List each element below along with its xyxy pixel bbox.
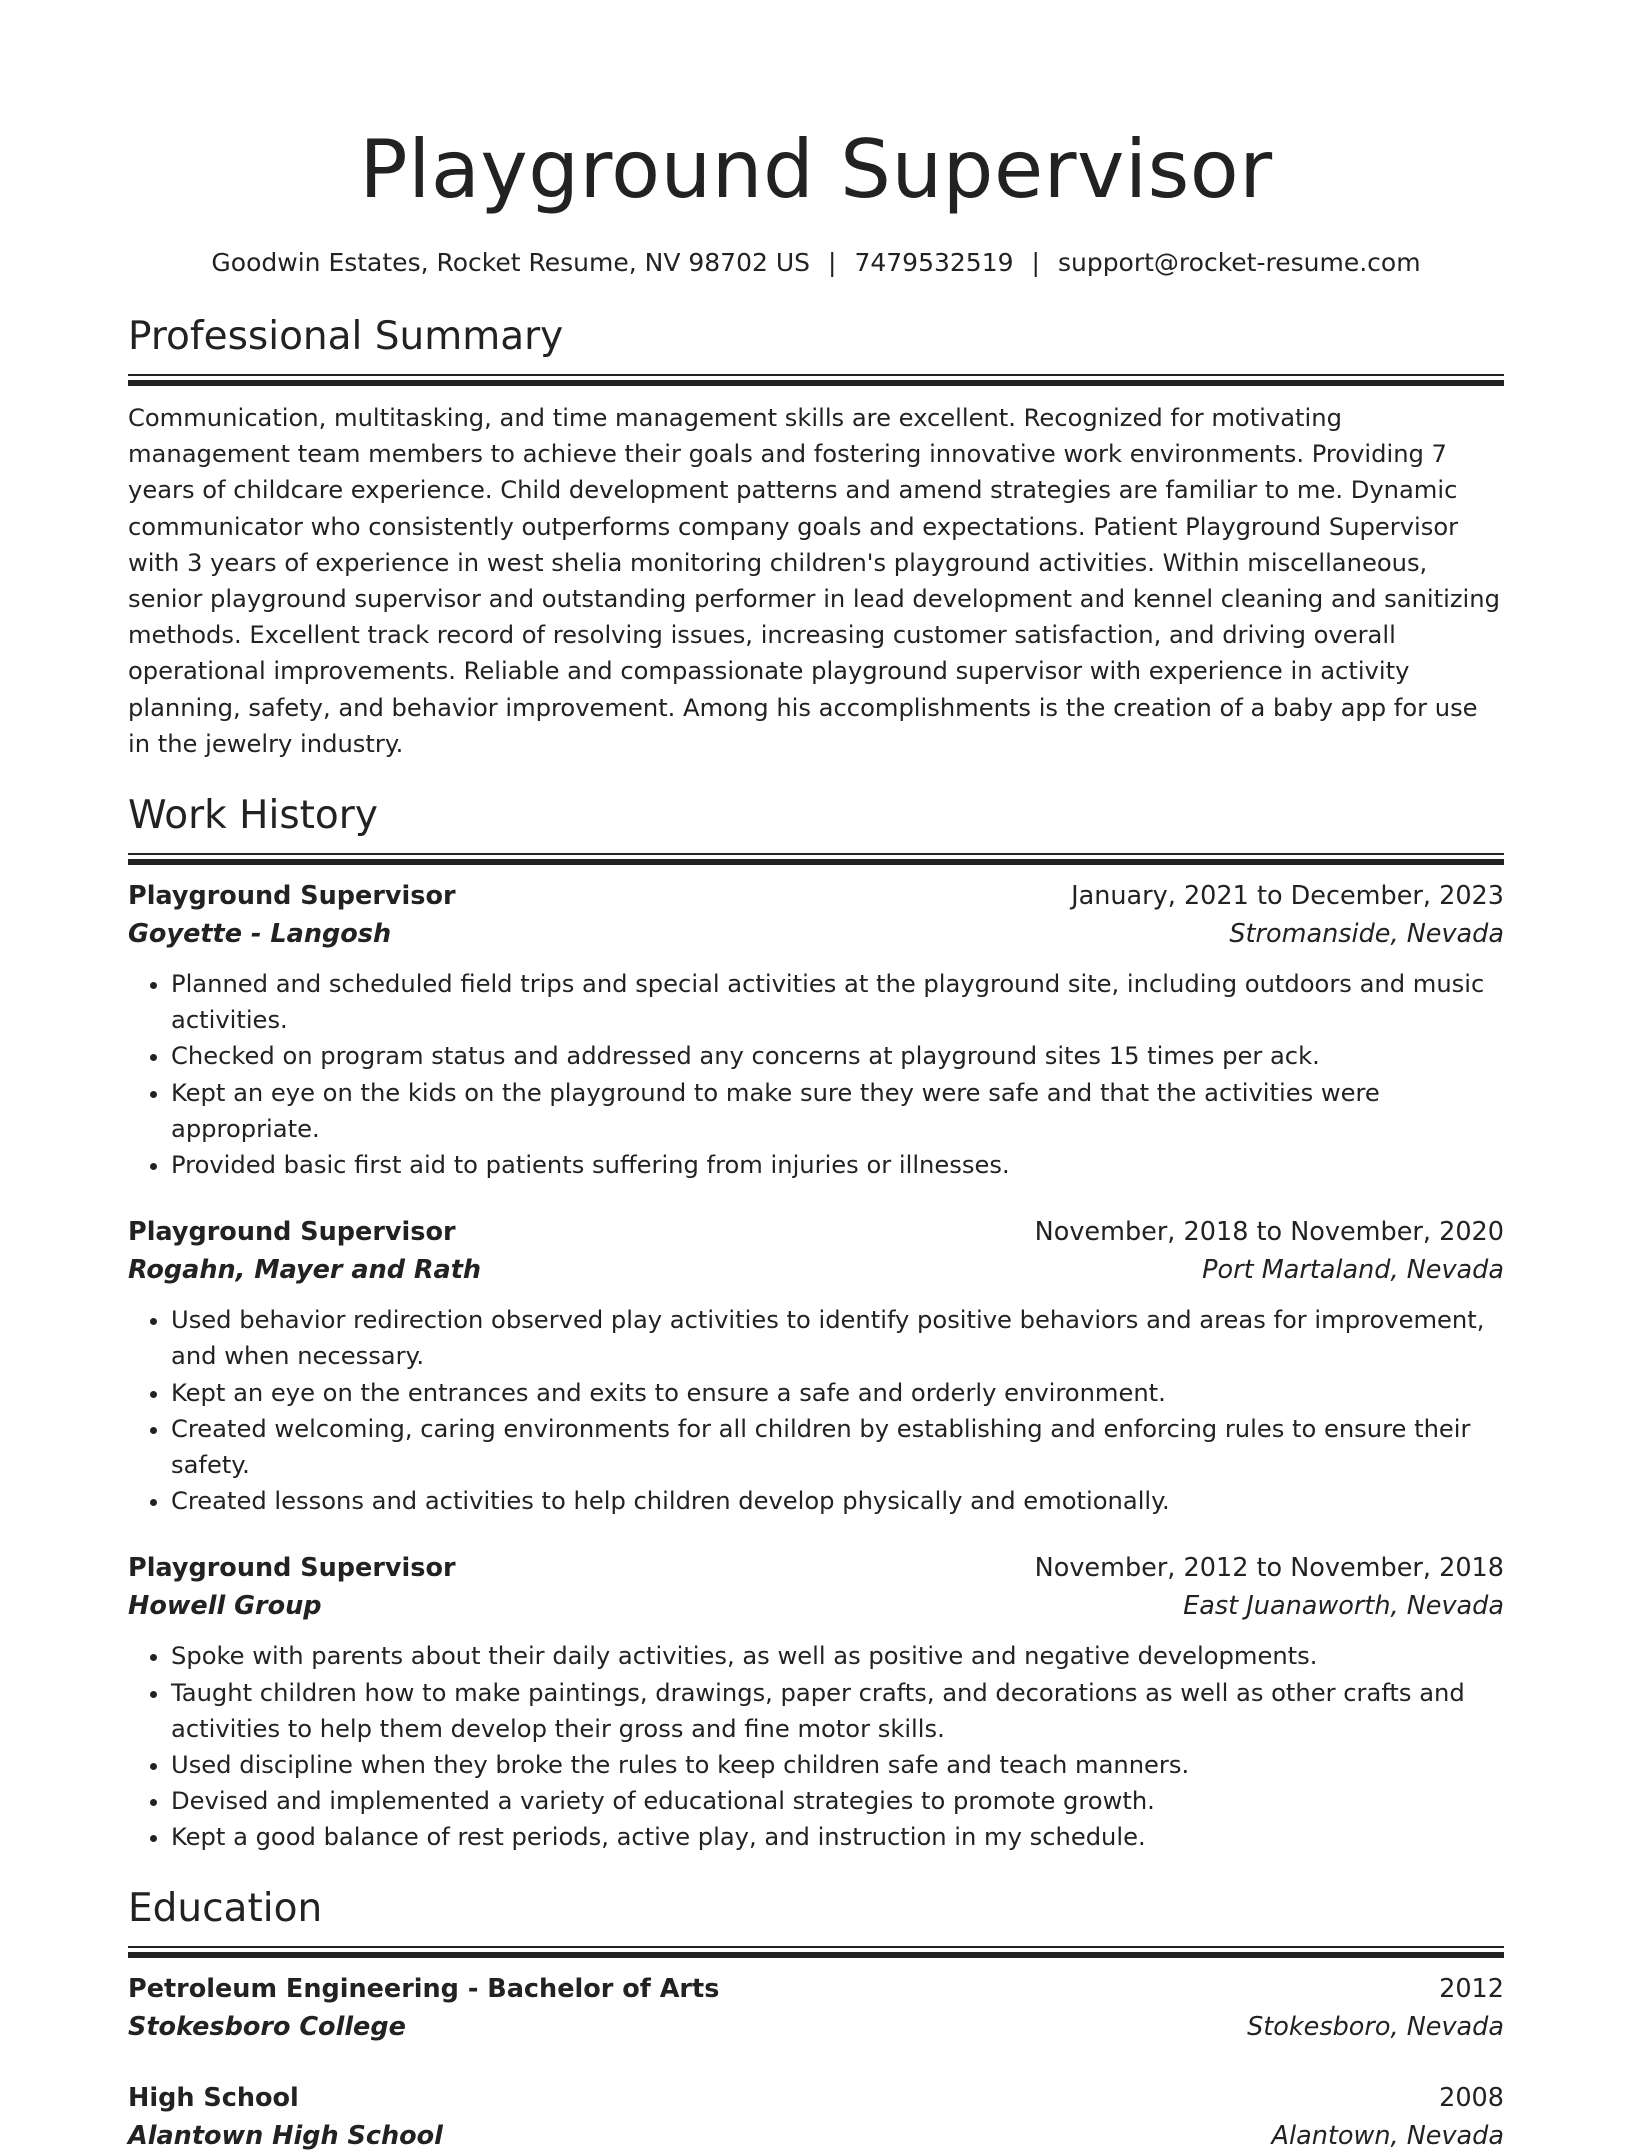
job-company: Howell Group (128, 1591, 322, 1622)
education-school: Alantown High School (128, 2120, 443, 2151)
job-location: Port Martaland, Nevada (1202, 1255, 1504, 1286)
education-entry (128, 2079, 1504, 2155)
job-entry (128, 1549, 1504, 1855)
list-item: • Kept an eye on the kids on the playground to make sure they were safe and that the activities were appropriate. (171, 1075, 1504, 1147)
education-degree: Petroleum Engineering - Bachelor of Arts (128, 1973, 720, 2004)
summary-section (128, 312, 1504, 762)
list-item: • Spoke with parents about their daily activities, as well as positive and negative developments. (171, 1638, 1504, 1674)
job-header (128, 1549, 1504, 1587)
resume-page (128, 0, 1504, 2155)
job-header (128, 877, 1504, 915)
section-divider (128, 1946, 1504, 1960)
job-entry (128, 1213, 1504, 1519)
job-location: East Juanaworth, Nevada (1183, 1591, 1504, 1622)
education-degree: High School (128, 2082, 299, 2113)
list-item: • Created welcoming, caring environments for all children by establishing and enforcing rules to ensure their safety. (171, 1411, 1504, 1483)
job-dates: November, 2018 to November, 2020 (1034, 1217, 1504, 1248)
job-company: Goyette - Langosh (128, 919, 392, 950)
contact-email: support@rocket-resume.com (1057, 248, 1421, 277)
summary-text: Communication, multitasking, and time management skills are excellent. Recognized for motivating management team members to achieve their goals and fostering innovative work environments. Providing 7 years of childcare experience. Child development patterns and amend strategies are familiar to me. Dynamic communicator who consistently outperforms company goals and expectations. Patient Playground Supervisor with 3 years of experience in west shelia monitoring children's playground activities. Within miscellaneous, senior playground supervisor and outstanding performer in lead development and kennel cleaning and sanitizing methods. Excellent track record of resolving issues, increasing customer satisfaction, and driving overall operational improvements. Reliable and compassionate playground supervisor with experience in activity planning, safety, and behavior improvement. Among his accomplishments is the creation of a baby app for use in the jewelry industry. (128, 404, 1500, 758)
job-bullets (128, 966, 1504, 1183)
education-year: 2012 (1439, 1973, 1504, 2004)
list-item: • Taught children how to make paintings, drawings, paper crafts, and decorations as well as other crafts and activities to help them develop their gross and fine motor skills. (171, 1675, 1504, 1747)
section-title-education: Education (128, 1885, 323, 1931)
education-entry (128, 1970, 1504, 2046)
education-section (128, 1884, 1504, 2155)
list-item: • Used behavior redirection observed play activities to identify positive behaviors and areas for improvement, and when necessary. (171, 1302, 1504, 1374)
list-item: • Used discipline when they broke the rules to keep children safe and teach manners. (171, 1747, 1504, 1783)
education-header (128, 2079, 1504, 2117)
list-item: • Kept a good balance of rest periods, active play, and instruction in my schedule. (171, 1819, 1504, 1855)
job-dates: November, 2012 to November, 2018 (1034, 1553, 1504, 1584)
job-header (128, 1213, 1504, 1251)
contact-line (128, 246, 1504, 280)
job-company: Rogahn, Mayer and Rath (128, 1255, 482, 1286)
list-item: • Checked on program status and addressed any concerns at playground sites 15 times per ack. (171, 1038, 1504, 1074)
candidate-name: Playground Supervisor (359, 123, 1273, 216)
education-subheader (128, 2008, 1504, 2046)
work-history-section (128, 791, 1504, 1856)
education-school: Stokesboro College (128, 2011, 406, 2042)
contact-separator: | (1031, 248, 1040, 277)
education-header (128, 1970, 1504, 2008)
job-title: Playground Supervisor (128, 881, 456, 912)
job-title: Playground Supervisor (128, 1217, 456, 1248)
section-divider (128, 374, 1504, 388)
list-item: • Created lessons and activities to help children develop physically and emotionally. (171, 1483, 1504, 1519)
section-title-work-history: Work History (128, 793, 378, 839)
job-entry (128, 877, 1504, 1183)
job-dates: January, 2021 to December, 2023 (1071, 881, 1504, 912)
job-subheader (128, 915, 1504, 953)
contact-address: Goodwin Estates, Rocket Resume, NV 98702 US (211, 248, 811, 277)
section-title-summary: Professional Summary (128, 314, 564, 359)
job-title: Playground Supervisor (128, 1553, 456, 1584)
education-location: Alantown, Nevada (1271, 2120, 1504, 2151)
job-bullets (128, 1302, 1504, 1519)
list-item: • Provided basic first aid to patients suffering from injuries or illnesses. (171, 1147, 1504, 1183)
section-divider (128, 853, 1504, 867)
list-item: • Kept an eye on the entrances and exits to ensure a safe and orderly environment. (171, 1375, 1504, 1411)
contact-phone: 7479532519 (854, 248, 1014, 277)
job-bullets (128, 1638, 1504, 1855)
list-item: • Planned and scheduled field trips and special activities at the playground site, including outdoors and music activities. (171, 966, 1504, 1038)
job-subheader (128, 1251, 1504, 1289)
education-year: 2008 (1439, 2082, 1504, 2113)
education-subheader (128, 2117, 1504, 2155)
job-subheader (128, 1587, 1504, 1625)
education-location: Stokesboro, Nevada (1247, 2011, 1504, 2042)
contact-separator: | (828, 248, 837, 277)
job-location: Stromanside, Nevada (1229, 919, 1504, 950)
list-item: • Devised and implemented a variety of educational strategies to promote growth. (171, 1783, 1504, 1819)
